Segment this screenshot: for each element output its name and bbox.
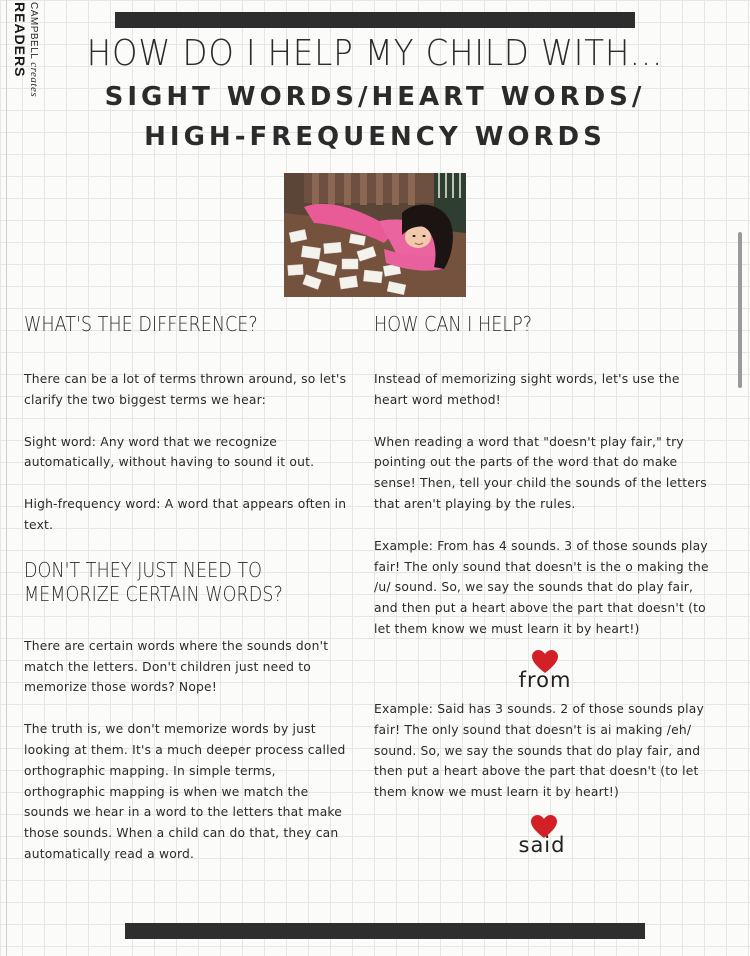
title-line-2: SIGHT WORDS/HEART WORDS/ [104,82,646,112]
from-word: from [518,668,572,692]
said-example-paragraph: Example: Said has 3 sounds. 2 of those sounds play fair! The only sound that doesn't is ai making /eh/ sound. So, we say the sounds that do play fair, and then put a heart above the part that doesn't (to let them know we must learn it by heart!) [374,702,704,800]
top-divider-bar [115,12,635,28]
logo-line1-b: creates [28,62,40,98]
child-with-word-cards-photo [284,173,466,297]
right-column [374,312,714,640]
memorize-heading-line-1: DON'T THEY JUST NEED TO [24,557,262,582]
difference-heading: WHAT'S THE DIFFERENCE? [24,312,258,336]
scrollbar-thumb[interactable] [738,232,742,388]
bottom-divider-bar [125,923,645,939]
logo-line1-a: CAMPBELL [28,2,39,59]
orthographic-mapping-paragraph: The truth is, we don't memorize words by just looking at them. It's a much deeper process called orthographic mapping. In simple terms, orthographic mapping is when we match the sounds we hear in a word to the letters that make those sounds. When a child can do that, they can automatically read a word. [24,722,346,861]
memorize-heading-line-2: MEMORIZE CERTAIN WORDS? [24,581,283,606]
how-can-i-help-heading: HOW CAN I HELP? [374,312,533,336]
doesnt-play-fair-paragraph: When reading a word that "doesn't play fair," try pointing out the parts of the word that do make sense! Then, tell your child the sounds of the letters that aren't playing by the rules. [374,434,707,511]
title-line-1: HOW DO I HELP MY CHILD WITH... [86,33,664,74]
from-example-paragraph: Example: From has 4 sounds. 3 of those sounds play fair! The only sound that doesn't is the o making the /u/ sound. So, we say the sounds that do play fair, and then put a heart above the part that doesn't (to let them know we must learn it by heart!) [374,538,709,636]
logo-line2: READERS [12,2,28,78]
sounds-dont-match-paragraph: There are certain words where the sounds don't match the letters. Don't children just need to memorize those words? Nope! [24,638,329,695]
high-frequency-definition: High-frequency word: A word that appears often in text. [24,497,347,532]
heart-word-method-paragraph: Instead of memorizing sight words, let's use the heart word method! [374,372,680,407]
title-line-3: HIGH-FREQUENCY WORDS [144,122,606,152]
left-column [24,312,354,865]
said-heart-word-example [497,815,587,857]
sight-word-definition: Sight word: Any word that we recognize automatically, without having to sound it out. [24,434,315,470]
said-word: said [518,833,566,857]
terms-intro-paragraph: There can be a lot of terms thrown around, so let's clarify the two biggest terms we hear: [24,372,347,407]
from-heart-word-example [500,650,590,692]
